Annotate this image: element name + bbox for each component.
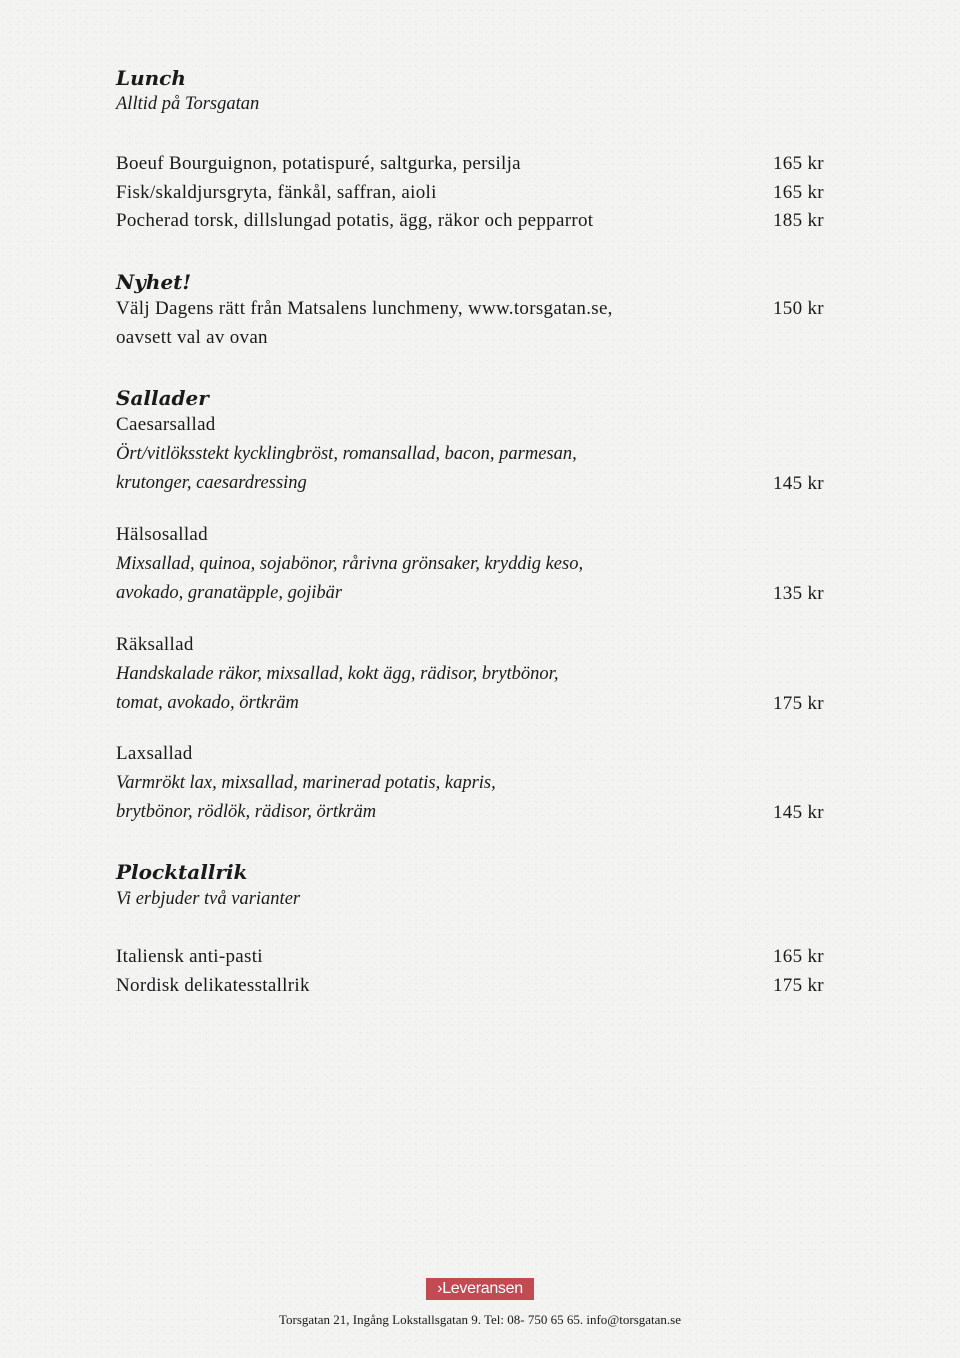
lunch-item-name: Fisk/skaldjursgryta, fänkål, saffran, aioli bbox=[116, 182, 437, 203]
nyhet-text-line1: Välj Dagens rätt från Matsalens lunchmeny, www.torsgatan.se, bbox=[116, 298, 613, 319]
salad-name: Laxsallad bbox=[116, 743, 193, 764]
footer-address: Torsgatan 21, Ingång Lokstallsgatan 9. Tel: 08- 750 65 65. info@torsgatan.se bbox=[278, 1312, 681, 1327]
salad-name: Hälsosallad bbox=[116, 524, 208, 545]
salad-price: 135 kr bbox=[773, 583, 824, 604]
plocktallrik-subtitle: Vi erbjuder två varianter bbox=[116, 889, 301, 909]
leveransen-logo: ›Leveransen bbox=[426, 1278, 534, 1300]
lunch-item-name: Pocherad torsk, dillslungad potatis, ägg, räkor och pepparrot bbox=[116, 210, 594, 231]
salad-description: avokado, granatäpple, gojibär bbox=[116, 583, 343, 603]
plate-item-name: Italiensk anti-pasti bbox=[116, 946, 263, 967]
plate-item-price: 175 kr bbox=[773, 975, 824, 996]
nyhet-text-line2: oavsett val av ovan bbox=[116, 327, 268, 348]
salad-description: Handskalade räkor, mixsallad, kokt ägg, rädisor, brytbönor, bbox=[116, 664, 559, 684]
lunch-item-name: Boeuf Bourguignon, potatispuré, saltgurka, persilja bbox=[116, 153, 521, 174]
salad-description: krutonger, caesardressing bbox=[116, 473, 307, 493]
salad-description: brytbönor, rödlök, rädisor, örtkräm bbox=[116, 802, 377, 822]
salad-price: 145 kr bbox=[773, 802, 824, 823]
salad-name: Caesarsallad bbox=[116, 414, 216, 435]
salad-description: Ört/vitlöksstekt kycklingbröst, romansallad, bacon, parmesan, bbox=[116, 444, 577, 464]
salad-description: Varmrökt lax, mixsallad, marinerad potatis, kapris, bbox=[116, 773, 496, 793]
salad-price: 145 kr bbox=[773, 473, 824, 494]
sallader-heading: Sallader bbox=[116, 386, 209, 410]
plate-item-name: Nordisk delikatesstallrik bbox=[116, 975, 310, 996]
nyhet-price: 150 kr bbox=[773, 298, 824, 319]
lunch-item-price: 185 kr bbox=[773, 210, 824, 231]
salad-description: Mixsallad, quinoa, sojabönor, rårivna grönsaker, kryddig keso, bbox=[116, 554, 584, 574]
plate-item-price: 165 kr bbox=[773, 946, 824, 967]
lunch-item-price: 165 kr bbox=[773, 182, 824, 203]
nyhet-heading: Nyhet! bbox=[116, 270, 192, 294]
lunch-item-price: 165 kr bbox=[773, 153, 824, 174]
salad-description: tomat, avokado, örtkräm bbox=[116, 693, 299, 713]
salad-price: 175 kr bbox=[773, 693, 824, 714]
lunch-heading: Lunch bbox=[116, 66, 186, 90]
lunch-subtitle: Alltid på Torsgatan bbox=[116, 94, 260, 114]
plocktallrik-heading: Plocktallrik bbox=[116, 860, 248, 884]
salad-name: Räksallad bbox=[116, 634, 194, 655]
